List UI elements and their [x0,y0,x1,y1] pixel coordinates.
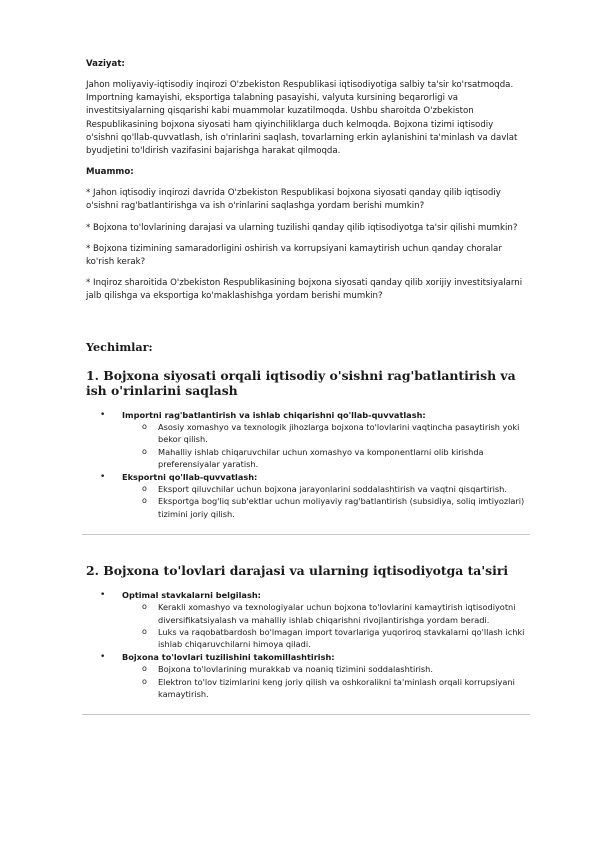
bullet-list [86,589,526,701]
sub-item-text: Luks va raqobatbardosh bo'lmagan import tovarlariga yuqoriroq stavkalarni qo'llash ichki ishlab chiqaruvchilarni himoya qiladi. [158,627,525,650]
circle-bullet-icon: o [142,496,147,506]
circle-bullet-icon: o [142,664,147,674]
yechimlar-title: Yechimlar: [86,339,153,354]
sub-list [122,663,526,700]
bullet-icon: • [100,409,106,420]
sub-list-item [122,483,526,495]
sub-list-item [122,626,526,651]
bullet-list [86,409,526,521]
sub-item-text: Kerakli xomashyo va texnologiyalar uchun bojxona to'lovlarini kamaytirish iqtisodiyotni diversifikatsiyalash va mahalliy ishlab chiqarishni rivojlantirishga yordam beradi. [158,602,516,625]
sub-list [122,421,526,471]
circle-bullet-icon: o [142,627,147,637]
list-item [86,409,526,471]
bullet-icon: • [100,589,106,600]
list-item-heading: Eksportni qo'llab-quvvatlash: [122,471,258,482]
list-item [86,651,526,701]
list-item-heading: Importni rag'batlantirish va ishlab chiqarishni qo'llab-quvvatlash: [122,409,426,420]
sub-list-item [122,495,526,520]
list-item [86,589,526,651]
section-heading: 2. Bojxona to'lovlari darajasi va ularning iqtisodiyotga ta'siri [86,563,509,579]
muammo-question: * Jahon iqtisodiy inqirozi davrida O'zbekiston Respublikasi bojxona siyosati qanday qilib iqtisodiy o'sishni rag'batlantirishga va ish o'rinlarini saqlashga yordam berishi mumkin? [86,188,501,212]
sub-list [122,601,526,651]
horizontal-divider [82,534,530,535]
section-heading: 1. Bojxona siyosati orqali iqtisodiy o'sishni rag'batlantirish va ish o'rinlarini saqlash [86,367,516,399]
list-item-heading: Optimal stavkalarni belgilash: [122,589,261,600]
circle-bullet-icon: o [142,602,147,612]
bullet-icon: • [100,651,106,662]
muammo-question: * Bojxona to'lovlarining darajasi va ularning tuzilishi qanday qilib iqtisodiyotga ta'sir qilishi mumkin? [86,222,518,233]
sub-item-text: Mahalliy ishlab chiqaruvchilar uchun xomashyo va komponentlarni olib kirishda preferensiyalar yaratish. [158,446,484,470]
circle-bullet-icon: o [142,484,147,494]
vaziyat-label: Vaziyat: [86,59,125,69]
sub-list [122,483,526,520]
vaziyat-text: Jahon moliyaviy-iqtisodiy inqirozi O'zbekiston Respublikasi iqtisodiyotiga salbiy ta'sir ko'rsatmoqda. Importning kamayishi, eksportiga talabning pasayishi, valyuta kursining beqarorligi va investitsiyalarning qisqarishi kabi muammolar kuzatilmoqda. Ushbu sharoitda O'zbekiston Respublikasining bojxona siyosati ham qiyinchiliklarga duch kelmoqda. Bojxona tizimi iqtisodiy o'sishni qo'llab-quvvatlash, ish o'rinlarini saqlash, tovarlarning erkin aylanishini ta'minlash va davlat byudjetini to'ldirish vazifasini bajarishga harakat qilmoqda. [86,80,518,157]
sub-item-text: Asosiy xomashyo va texnologik jihozlarga bojxona to'lovlarini vaqtincha pasaytirish yoki bekor qilish. [158,422,520,445]
bullet-icon: • [100,471,106,482]
muammo-label: Muammo: [86,167,134,178]
sub-item-text: Eksportga bog'liq sub'ektlar uchun moliyaviy rag'batlantirish (subsidiya, soliq imtiyozlari) tizimini joriy qilish. [158,496,525,519]
sub-list-item [122,601,526,626]
sub-list-item [122,663,526,675]
horizontal-divider [82,714,530,715]
circle-bullet-icon: o [142,422,147,432]
muammo-question: * Bojxona tizimining samaradorligini oshirish va korrupsiyani kamaytirish uchun qanday choralar ko'rish kerak? [86,243,502,268]
sub-item-text: Elektron to'lov tizimlarini keng joriy qilish va oshkoralikni ta'minlash orqali korrupsiyani kamaytirish. [158,676,515,700]
circle-bullet-icon: o [142,676,147,686]
list-item-heading: Bojxona to'lovlari tuzilishini takomillashtirish: [122,651,335,662]
muammo-question: * Inqiroz sharoitida O'zbekiston Respublikasining bojxona siyosati qanday qilib xorijiy investitsiyalarni jalb qilishga va eksportiga ko'maklashishga yordam berishi mumkin? [86,278,523,302]
list-item [86,471,526,521]
sub-list-item [122,421,526,446]
sub-list-item [122,676,526,701]
circle-bullet-icon: o [142,446,147,456]
sub-list-item [122,446,526,471]
sub-item-text: Bojxona to'lovlarining murakkab va noaniq tizimini soddalashtirish. [158,664,433,675]
sub-item-text: Eksport qiluvchilar uchun bojxona jarayonlarini soddalashtirish va vaqtni qisqartirish. [158,484,507,495]
